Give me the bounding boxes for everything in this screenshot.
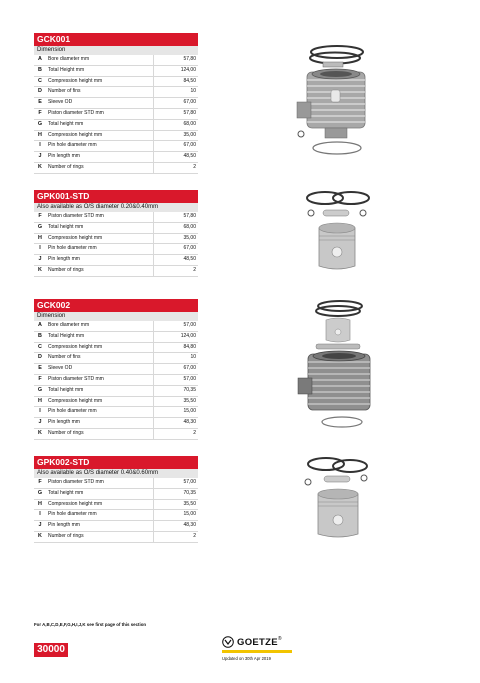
table-row [34, 98, 198, 109]
spec-table [34, 55, 198, 174]
row-value: 57,00 [153, 375, 198, 385]
row-label: Number of rings [48, 266, 84, 273]
table-row [34, 244, 198, 255]
row-label: Pin length mm [48, 419, 80, 426]
section-gck002 [34, 299, 198, 440]
section-title: GCK001 [34, 33, 198, 46]
row-value: 57,80 [153, 212, 198, 222]
row-value: 15,00 [153, 510, 198, 520]
row-value: 35,50 [153, 397, 198, 407]
row-value: 48,30 [153, 521, 198, 531]
row-value: 48,30 [153, 418, 198, 428]
row-value: 2 [153, 266, 198, 276]
brand-bar [222, 650, 292, 653]
row-label: Bore diameter mm [48, 322, 90, 328]
section-subtitle: Dimension [34, 46, 198, 55]
row-label: Total height mm [48, 120, 84, 127]
section-title: GCK002 [34, 299, 198, 312]
row-key: G [37, 223, 43, 230]
table-row [34, 521, 198, 532]
row-label: Compression height mm [48, 397, 103, 404]
row-value: 2 [153, 532, 198, 542]
row-key: B [38, 66, 42, 73]
row-value: 68,00 [153, 120, 198, 130]
row-label: Total height mm [48, 386, 84, 393]
row-value: 48,50 [153, 255, 198, 265]
row-key: C [38, 77, 42, 84]
section-title: GPK002-STD [34, 456, 198, 469]
row-key: H [38, 500, 42, 507]
table-row [34, 478, 198, 489]
row-key: K [38, 532, 42, 539]
row-value: 84,50 [153, 77, 198, 87]
row-value: 2 [153, 429, 198, 439]
row-label: Bore diameter mm [48, 56, 90, 62]
row-key: F [38, 213, 42, 219]
row-key: B [38, 332, 42, 339]
row-value: 68,00 [153, 223, 198, 233]
table-row [34, 321, 198, 332]
row-label: Pin hole diameter mm [48, 511, 97, 518]
table-row [34, 234, 198, 245]
piston-kit-illustration [298, 452, 378, 542]
row-key: I [39, 142, 41, 149]
table-row [34, 407, 198, 418]
row-value: 57,80 [153, 55, 198, 65]
row-key: A [38, 56, 42, 62]
row-key: J [38, 522, 42, 529]
row-label: Piston diameter STD mm [48, 375, 104, 382]
row-label: Sleeve OD [48, 365, 73, 372]
row-key: A [38, 322, 42, 328]
spec-table [34, 212, 198, 277]
table-row [34, 397, 198, 408]
row-key: J [38, 419, 42, 426]
row-key: K [38, 429, 42, 436]
table-row [34, 255, 198, 266]
row-label: Compression height mm [48, 234, 103, 241]
row-key: H [38, 397, 42, 404]
row-label: Number of fins [48, 354, 81, 361]
table-row [34, 223, 198, 234]
table-row [34, 66, 198, 77]
row-label: Piston diameter STD mm [48, 109, 104, 116]
row-value: 70,35 [153, 489, 198, 499]
row-label: Number of rings [48, 532, 84, 539]
row-value: 10 [153, 353, 198, 363]
goetze-logo [222, 636, 292, 661]
row-key: K [38, 163, 42, 170]
row-label: Pin hole diameter mm [48, 142, 97, 149]
row-value: 67,00 [153, 244, 198, 254]
table-row [34, 375, 198, 386]
section-gck001 [34, 33, 198, 174]
row-key: H [38, 131, 42, 138]
section-subtitle: Also available as O/S diameter 0.20&0.40mm [34, 203, 198, 212]
page-number: 30000 [34, 643, 68, 657]
registered-mark: ® [277, 636, 282, 642]
row-label: Piston diameter STD mm [48, 213, 104, 219]
row-label: Pin hole diameter mm [48, 245, 97, 252]
row-key: I [39, 408, 41, 415]
row-value: 2 [153, 163, 198, 173]
row-label: Number of fins [48, 88, 81, 95]
row-key: J [38, 153, 42, 160]
table-row [34, 266, 198, 277]
row-value: 35,00 [153, 234, 198, 244]
table-row [34, 510, 198, 521]
row-key: E [38, 99, 42, 106]
row-value: 67,00 [153, 364, 198, 374]
row-value: 84,80 [153, 343, 198, 353]
section-title: GPK001-STD [34, 190, 198, 203]
row-label: Pin length mm [48, 153, 80, 160]
row-value: 57,00 [153, 321, 198, 331]
spec-table [34, 321, 198, 440]
section-subtitle: Dimension [34, 312, 198, 321]
row-value: 35,00 [153, 131, 198, 141]
table-row [34, 152, 198, 163]
section-gpk002-std [34, 456, 198, 543]
row-label: Number of rings [48, 163, 84, 170]
cylinder-kit-illustration [290, 298, 385, 433]
row-label: Sleeve OD [48, 99, 73, 106]
table-row [34, 77, 198, 88]
row-key: F [38, 479, 42, 485]
brand-name: GOETZE [237, 636, 278, 648]
footnote: For A,B,C,D,E,F,G,H,I,J,K see first page of this section [34, 622, 147, 627]
section-gpk001-std [34, 190, 198, 277]
row-key: J [38, 256, 42, 263]
cylinder-kit-illustration [285, 30, 380, 160]
row-key: D [38, 88, 42, 95]
row-value: 57,80 [153, 109, 198, 119]
table-row [34, 532, 198, 543]
row-key: K [38, 266, 42, 273]
table-row [34, 500, 198, 511]
table-row [34, 131, 198, 142]
row-value: 15,00 [153, 407, 198, 417]
row-value: 124,00 [153, 66, 198, 76]
spec-table [34, 478, 198, 543]
row-value: 70,35 [153, 386, 198, 396]
row-value: 124,00 [153, 332, 198, 342]
row-key: D [38, 354, 42, 361]
row-key: F [38, 109, 42, 116]
table-row [34, 353, 198, 364]
table-row [34, 120, 198, 131]
row-key: E [38, 365, 42, 372]
goetze-logo-icon [222, 636, 234, 648]
row-label: Compression height mm [48, 500, 103, 507]
row-key: C [38, 343, 42, 350]
row-label: Total Height mm [48, 332, 85, 339]
section-subtitle: Also available as O/S diameter 0.40&0.60mm [34, 469, 198, 478]
row-value: 48,50 [153, 152, 198, 162]
row-key: I [39, 511, 41, 518]
row-value: 67,00 [153, 98, 198, 108]
table-row [34, 429, 198, 440]
row-label: Pin length mm [48, 522, 80, 529]
table-row [34, 489, 198, 500]
row-label: Total height mm [48, 489, 84, 496]
row-label: Compression height mm [48, 77, 103, 84]
row-value: 10 [153, 87, 198, 97]
row-label: Pin length mm [48, 256, 80, 263]
table-row [34, 141, 198, 152]
table-row [34, 55, 198, 66]
table-row [34, 386, 198, 397]
piston-kit-illustration [295, 186, 380, 276]
row-key: G [37, 120, 43, 127]
table-row [34, 163, 198, 174]
table-row [34, 332, 198, 343]
row-label: Compression height mm [48, 343, 103, 350]
row-value: 67,00 [153, 141, 198, 151]
row-key: H [38, 234, 42, 241]
row-label: Compression height mm [48, 131, 103, 138]
table-row [34, 364, 198, 375]
row-key: I [39, 245, 41, 252]
row-label: Number of rings [48, 429, 84, 436]
table-row [34, 212, 198, 223]
row-key: G [37, 489, 43, 496]
row-key: G [37, 386, 43, 393]
table-row [34, 109, 198, 120]
updated-date: Updated on 30th Apr 2019 [222, 656, 271, 661]
table-row [34, 87, 198, 98]
row-label: Pin hole diameter mm [48, 408, 97, 415]
table-row [34, 343, 198, 354]
row-key: F [38, 375, 42, 382]
row-value: 57,00 [153, 478, 198, 488]
row-label: Piston diameter STD mm [48, 479, 104, 485]
row-value: 35,50 [153, 500, 198, 510]
table-row [34, 418, 198, 429]
row-label: Total Height mm [48, 66, 85, 73]
row-label: Total height mm [48, 223, 84, 230]
